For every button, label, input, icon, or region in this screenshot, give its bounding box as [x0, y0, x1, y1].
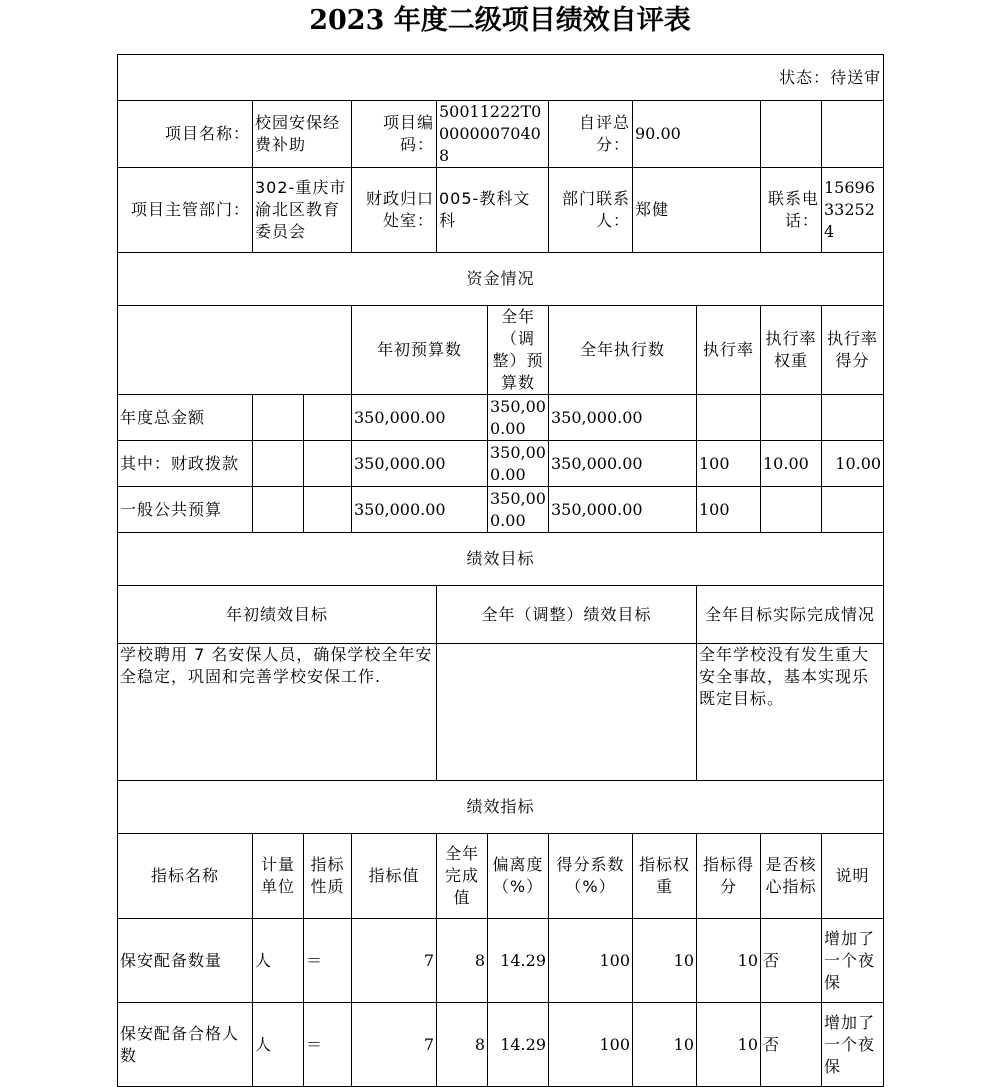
- funds-row-score: [822, 395, 884, 441]
- empty-cell: [253, 395, 304, 441]
- empty-cell: [304, 395, 352, 441]
- ind-header-deviation: 偏离度（%）: [488, 834, 549, 919]
- ind-row-weight: 10: [633, 919, 697, 1003]
- ind-row-note: 增加了一个夜保: [822, 919, 884, 1003]
- funds-row-adjusted: 350,000.00: [488, 395, 549, 441]
- funds-row-weight: [761, 395, 822, 441]
- ind-header-nature: 指标性质: [304, 834, 352, 919]
- ind-row-score: 10: [697, 1003, 761, 1087]
- status-text: 状态：待送审: [118, 55, 884, 101]
- funds-header-score: 执行率得分: [822, 306, 884, 395]
- funds-row-name: 其中：财政拨款: [118, 441, 253, 487]
- funds-section-title: 资金情况: [118, 253, 884, 306]
- score-label: 自评总分：: [549, 101, 633, 168]
- funds-header-adjusted: 全年（调整）预算数: [488, 306, 549, 395]
- ind-header-target: 指标值: [352, 834, 437, 919]
- ind-row-nature: ＝: [304, 1003, 352, 1087]
- phone-label: 联系电话：: [761, 168, 822, 253]
- funds-row-executed: 350,000.00: [549, 395, 697, 441]
- funds-row-initial: 350,000.00: [352, 395, 488, 441]
- ind-header-core: 是否核心指标: [761, 834, 822, 919]
- ind-row-name: 保安配备数量: [118, 919, 253, 1003]
- funds-row-rate: 100: [697, 441, 761, 487]
- ind-header-coef: 得分系数（%）: [549, 834, 633, 919]
- indicators-section-title: 绩效指标: [118, 781, 884, 834]
- ind-row-unit: 人: [253, 1003, 304, 1087]
- project-code: 50011222T000000070408: [437, 101, 549, 168]
- funds-row-adjusted: 350,000.00: [488, 487, 549, 533]
- ind-row-core: 否: [761, 919, 822, 1003]
- funds-row-score: [822, 487, 884, 533]
- dept-value: 302-重庆市渝北区教育委员会: [253, 168, 352, 253]
- ind-row-deviation: 14.29: [488, 1003, 549, 1087]
- ind-row-core: 否: [761, 1003, 822, 1087]
- ind-row-target: 7: [352, 919, 437, 1003]
- score-value: 90.00: [633, 101, 761, 168]
- funds-header-weight: 执行率权重: [761, 306, 822, 395]
- finance-value: 005-教科文科: [437, 168, 549, 253]
- funds-row-rate: 100: [697, 487, 761, 533]
- empty-cell: [304, 487, 352, 533]
- funds-row-rate: [697, 395, 761, 441]
- goals-adjusted-text: [437, 644, 697, 781]
- funds-row-name: 年度总金额: [118, 395, 253, 441]
- contact-value: 郑健: [633, 168, 761, 253]
- goals-initial-text: 学校聘用 7 名安保人员，确保学校全年安全稳定，巩固和完善学校安保工作.: [118, 644, 437, 781]
- project-name: 校园安保经费补助: [253, 101, 352, 168]
- empty-cell: [304, 441, 352, 487]
- evaluation-table: [117, 54, 884, 1087]
- funds-header-executed: 全年执行数: [549, 306, 697, 395]
- funds-header-blank: [118, 306, 352, 395]
- goals-header-actual: 全年目标实际完成情况: [697, 586, 884, 644]
- empty-cell: [253, 487, 304, 533]
- dept-label: 项目主管部门：: [118, 168, 253, 253]
- empty-cell: [253, 441, 304, 487]
- contact-label: 部门联系人：: [549, 168, 633, 253]
- ind-header-score: 指标得分: [697, 834, 761, 919]
- ind-row-weight: 10: [633, 1003, 697, 1087]
- ind-row-coef: 100: [549, 919, 633, 1003]
- funds-row-weight: 10.00: [761, 441, 822, 487]
- funds-row-weight: [761, 487, 822, 533]
- funds-row-adjusted: 350,000.00: [488, 441, 549, 487]
- goals-header-adjusted: 全年（调整）绩效目标: [437, 586, 697, 644]
- project-name-label: 项目名称：: [118, 101, 253, 168]
- ind-header-unit: 计量单位: [253, 834, 304, 919]
- finance-label: 财政归口处室：: [352, 168, 437, 253]
- empty-cell: [822, 101, 884, 168]
- ind-header-actual: 全年完成值: [437, 834, 488, 919]
- empty-cell: [761, 101, 822, 168]
- ind-row-coef: 100: [549, 1003, 633, 1087]
- ind-row-actual: 8: [437, 919, 488, 1003]
- funds-row-executed: 350,000.00: [549, 487, 697, 533]
- funds-row-initial: 350,000.00: [352, 441, 488, 487]
- ind-row-actual: 8: [437, 1003, 488, 1087]
- ind-row-unit: 人: [253, 919, 304, 1003]
- goals-section-title: 绩效目标: [118, 533, 884, 586]
- project-code-label: 项目编码：: [352, 101, 437, 168]
- phone-value: 15696332524: [822, 168, 884, 253]
- ind-header-weight: 指标权重: [633, 834, 697, 919]
- funds-row-executed: 350,000.00: [549, 441, 697, 487]
- ind-header-name: 指标名称: [118, 834, 253, 919]
- goals-actual-text: 全年学校没有发生重大安全事故，基本实现乐既定目标。: [697, 644, 884, 781]
- ind-row-score: 10: [697, 919, 761, 1003]
- page-title: 2023 年度二级项目绩效自评表: [309, 5, 691, 36]
- funds-row-name: 一般公共预算: [118, 487, 253, 533]
- ind-row-deviation: 14.29: [488, 919, 549, 1003]
- ind-row-nature: ＝: [304, 919, 352, 1003]
- ind-row-name: 保安配备合格人数: [118, 1003, 253, 1087]
- ind-row-target: 7: [352, 1003, 437, 1087]
- ind-row-note: 增加了一个夜保: [822, 1003, 884, 1087]
- funds-row-score: 10.00: [822, 441, 884, 487]
- funds-row-initial: 350,000.00: [352, 487, 488, 533]
- goals-header-initial: 年初绩效目标: [118, 586, 437, 644]
- funds-header-rate: 执行率: [697, 306, 761, 395]
- funds-header-initial: 年初预算数: [352, 306, 488, 395]
- ind-header-note: 说明: [822, 834, 884, 919]
